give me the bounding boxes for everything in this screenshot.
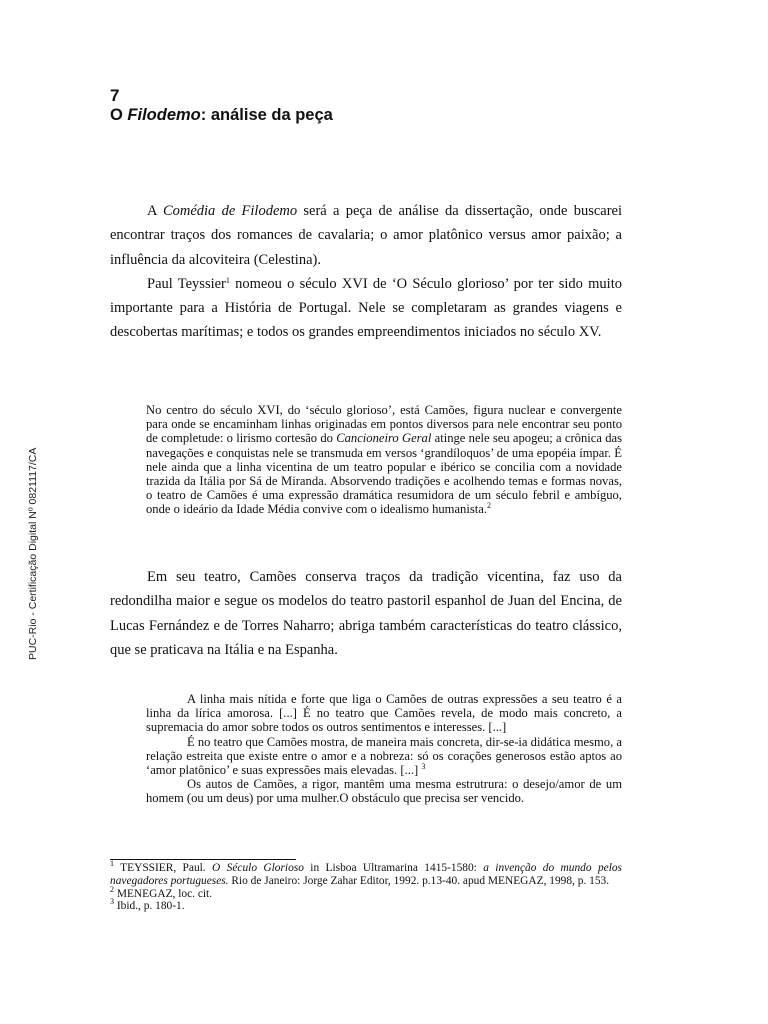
- footnote-divider: [110, 859, 296, 860]
- footnote-ref-2: 2: [486, 501, 491, 511]
- footnote-1-text-b: in Lisboa Ultramarina 1415-1580:: [303, 862, 484, 874]
- footnote-3: [110, 897, 622, 913]
- p1-text-rest: será a peça de análise da dissertação, onde buscarei encontrar traços dos romances de cavalaria; o amor platônico versus amor paixão; a influência da alcoviteira (Celestina).: [110, 203, 623, 268]
- q1-text-a: No centro do século XVI, do ‘século glorioso’, está Camões, figura nuclear e convergente para onde se encaminham linhas originadas em pontos diversos para nele encontrar seu ponto de completude: o lirismo cortesão do: [146, 403, 622, 446]
- p2-text-rest: nomeou o século XVI de ‘O Século glorioso’ por ter sido muito importante para a História de Portugal. Nele se completaram as grandes viagens e descobertas marítimas; e todos os grandes empreendimentos iniciados no século XV.: [110, 275, 622, 341]
- chapter-title-italic: Filodemo: [127, 106, 201, 124]
- chapter-title-prefix: O: [110, 106, 128, 124]
- paragraph-1: [110, 199, 622, 272]
- p1-text-a: A: [147, 203, 163, 219]
- footnote-3-text: Ibid., p. 180-1.: [114, 900, 185, 913]
- chapter-title-rest: : análise da peça: [200, 106, 333, 124]
- q1-text-b: atinge nele seu apogeu; a crônica das navegações e conquistas nele se transmuda em versos ‘grandíloquos’ de uma epopéia ímpar. É nele ainda que a linha vicentina de um teatro popular e ibérico se concilia com a novidade trazida da Itália por Sá de Miranda. Absorvendo tradições e acolhendo temas e formas novas, o teatro de Camões é uma expressão dramática resumidora de um século febril e ambíguo, onde o ideário da Idade Média convive com o idealismo humanista.: [146, 431, 622, 517]
- footnote-2-number: 2: [110, 884, 114, 894]
- footnote-ref-3: 3: [421, 762, 426, 772]
- footnote-3-number: 3: [110, 897, 114, 907]
- footnotes: [110, 859, 622, 913]
- footnote-1-number: 1: [110, 859, 114, 868]
- footnote-1-text-c: Rio de Janeiro: Jorge Zahar Editor, 1992. p.13-40. apud MENEGAZ, 1998, p. 153.: [228, 874, 610, 887]
- chapter-title: [110, 106, 333, 125]
- p1-italic-title: Comédia de Filodemo: [162, 203, 298, 219]
- q1-italic: Cancioneiro Geral: [336, 431, 432, 446]
- quote-1-paragraph: [146, 403, 622, 517]
- q2-p2-text: É no teatro que Camões mostra, de maneira mais concreta, dir-se-ia didática mesmo, a relação estreita que existe entre o amor e a nobreza: só os corações generosos estão aptos ao ‘amor platônico’ e suas expressões mais elevadas. [...]: [146, 734, 622, 778]
- footnote-2: [110, 884, 622, 901]
- paragraph-2: [110, 272, 622, 345]
- quote-2-paragraph-1: A linha mais nítida e forte que liga o Camões de outras expressões a seu teatro é a linha da lírica amorosa. [...] É no teatro que Camões revela, de modo mais concreto, a supremacia do amor sobre todos os outros sentimentos e interesses. [...]: [146, 692, 622, 735]
- p2-text-a: Paul Teyssier: [147, 275, 226, 292]
- block-quote-1: [146, 403, 622, 517]
- footnote-ref-1: 1: [225, 275, 230, 285]
- footnote-2-text: MENEGAZ, loc. cit.: [114, 887, 213, 900]
- block-quote-2: [146, 692, 622, 806]
- footnote-1-italic-2: a invenção do mundo pelos navegadores portugueses.: [110, 862, 622, 887]
- footnote-1: [110, 859, 622, 888]
- body-text-middle: [110, 565, 622, 662]
- body-text-top: [110, 199, 622, 345]
- footnote-1-italic-1: O Século Glorioso: [212, 862, 304, 874]
- quote-2-paragraph-2: [146, 735, 622, 778]
- certification-sidebar-label: PUC-Rio - Certificação Digital Nº 0821117/CA: [27, 447, 39, 660]
- paragraph-3: Em seu teatro, Camões conserva traços da tradição vicentina, faz uso da redondilha maior e segue os modelos do teatro pastoril espanhol de Juan del Encina, de Lucas Fernández e de Torres Naharro; abriga também características do teatro clássico, que se praticava na Itália e na Espanha.: [110, 569, 622, 658]
- chapter-number: 7: [110, 86, 120, 105]
- quote-2-paragraph-3: Os autos de Camões, a rigor, mantêm uma mesma estrutrura: o desejo/amor de um homem (ou um deus) por uma mulher.O obstáculo que precisa ser vencido.: [146, 777, 622, 806]
- footnote-1-text-a: TEYSSIER, Paul.: [114, 862, 213, 874]
